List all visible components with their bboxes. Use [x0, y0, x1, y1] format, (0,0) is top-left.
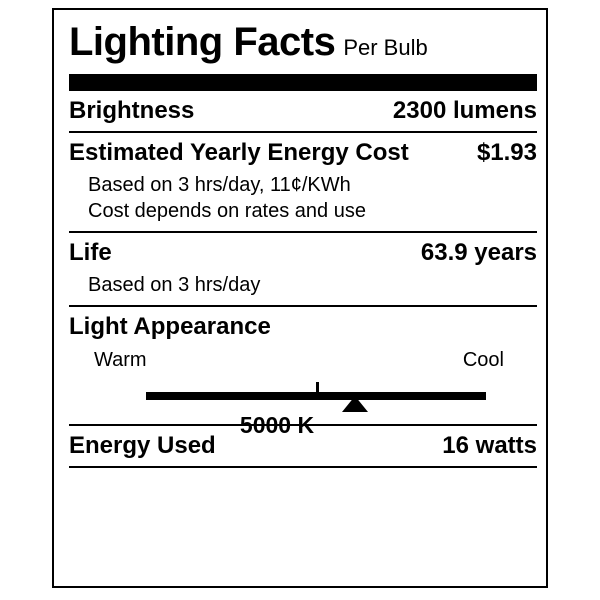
energy-cost-label: Estimated Yearly Energy Cost — [69, 139, 409, 166]
life-value: 63.9 years — [420, 239, 537, 266]
brightness-label: Brightness — [69, 97, 195, 124]
brightness-value: 2300 lumens — [392, 97, 537, 124]
lighting-facts-label — [52, 8, 548, 588]
light-appearance-label: Light Appearance — [69, 313, 271, 340]
life-note: Based on 3 hrs/day — [88, 274, 261, 296]
light-appearance-row — [66, 307, 538, 347]
brightness-row — [66, 91, 538, 131]
energy-cost-note-2: Cost depends on rates and use — [88, 200, 366, 222]
label-inner — [66, 10, 538, 586]
light-appearance-scale-labels — [66, 347, 538, 372]
page-title-suffix: Per Bulb — [343, 35, 428, 60]
energy-cost-value: $1.93 — [476, 139, 537, 166]
light-appearance-value: 5000 K — [239, 412, 315, 438]
energy-used-value: 16 watts — [442, 432, 537, 459]
life-label: Life — [69, 239, 112, 266]
scale-marker-triangle-icon — [342, 396, 368, 412]
scale-label-warm: Warm — [94, 349, 147, 371]
energy-cost-note-1: Based on 3 hrs/day, 11¢/KWh — [88, 174, 351, 196]
scale-tick-icon — [316, 382, 319, 394]
title-divider-bar — [69, 74, 537, 91]
page-title: Lighting Facts — [69, 20, 336, 64]
divider-after-energy-used — [69, 466, 537, 468]
light-appearance-scale — [66, 378, 538, 438]
label-title-row — [66, 10, 538, 62]
life-row — [66, 233, 538, 273]
energy-cost-row — [66, 133, 538, 173]
energy-used-label: Energy Used — [69, 432, 216, 459]
scale-label-cool: Cool — [462, 349, 504, 371]
